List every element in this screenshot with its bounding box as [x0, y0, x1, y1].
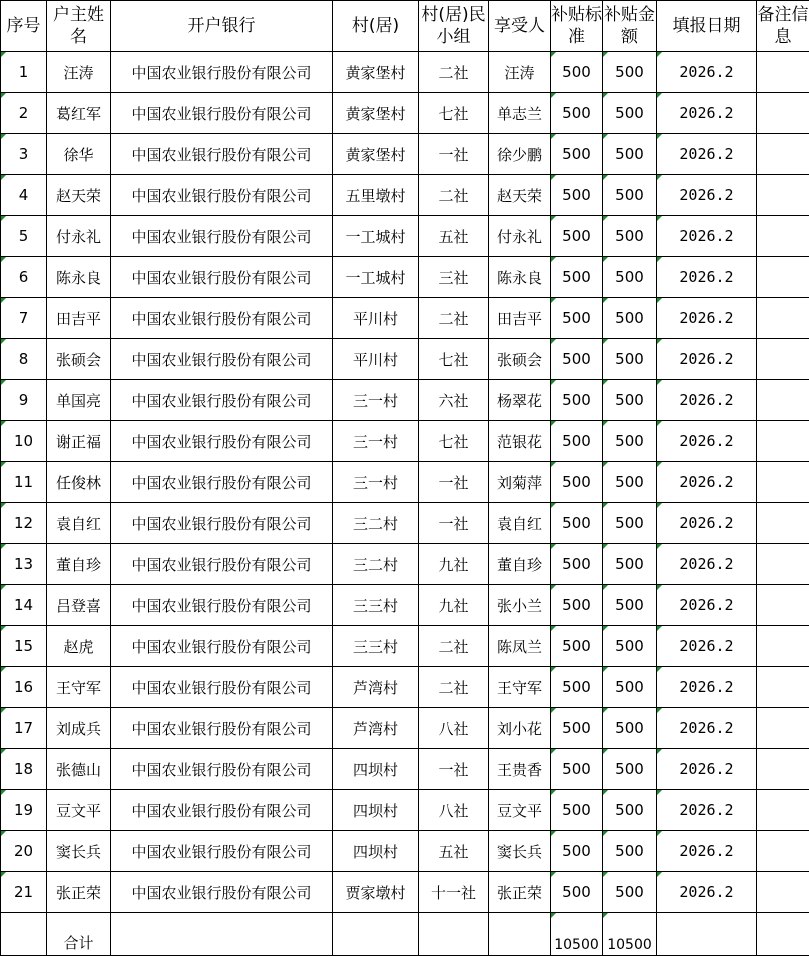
household-name-cell: 单国亮: [47, 380, 111, 421]
standard-cell: 500: [551, 544, 603, 585]
group-cell: 六社: [419, 380, 489, 421]
bank-cell: 中国农业银行股份有限公司: [111, 626, 333, 667]
group-cell: 一社: [419, 503, 489, 544]
standard-cell: 500: [551, 175, 603, 216]
group-cell: 九社: [419, 585, 489, 626]
table-row: [1, 544, 809, 585]
seq-cell: 7: [1, 298, 47, 339]
remark-cell: [757, 93, 809, 134]
total-date-cell: [657, 913, 757, 956]
total-remark-cell: [757, 913, 809, 956]
household-name-cell: 张正荣: [47, 872, 111, 913]
bank-cell: 中国农业银行股份有限公司: [111, 749, 333, 790]
remark-cell: [757, 872, 809, 913]
standard-cell: 500: [551, 380, 603, 421]
amount-cell: 500: [603, 872, 657, 913]
village-cell: 三二村: [333, 503, 419, 544]
beneficiary-cell: 陈凤兰: [489, 626, 551, 667]
group-cell: 二社: [419, 298, 489, 339]
household-name-cell: 赵虎: [47, 626, 111, 667]
header-seq: 序号: [1, 1, 47, 52]
seq-cell: 2: [1, 93, 47, 134]
village-cell: 四坝村: [333, 749, 419, 790]
household-name-cell: 任俊林: [47, 462, 111, 503]
amount-cell: 500: [603, 749, 657, 790]
bank-cell: 中国农业银行股份有限公司: [111, 790, 333, 831]
group-cell: 八社: [419, 708, 489, 749]
amount-cell: 500: [603, 216, 657, 257]
beneficiary-cell: 刘菊萍: [489, 462, 551, 503]
group-cell: 三社: [419, 257, 489, 298]
table-row: [1, 175, 809, 216]
table-row: [1, 421, 809, 462]
household-name-cell: 豆文平: [47, 790, 111, 831]
bank-cell: 中国农业银行股份有限公司: [111, 585, 333, 626]
standard-cell: 500: [551, 667, 603, 708]
bank-cell: 中国农业银行股份有限公司: [111, 544, 333, 585]
date-cell: 2026.2: [657, 380, 757, 421]
household-name-cell: 窦长兵: [47, 831, 111, 872]
household-name-cell: 刘成兵: [47, 708, 111, 749]
household-name-cell: 葛红军: [47, 93, 111, 134]
date-cell: 2026.2: [657, 831, 757, 872]
amount-cell: 500: [603, 52, 657, 93]
date-cell: 2026.2: [657, 503, 757, 544]
bank-cell: 中国农业银行股份有限公司: [111, 831, 333, 872]
household-name-cell: 吕登喜: [47, 585, 111, 626]
household-name-cell: 董自珍: [47, 544, 111, 585]
group-cell: 九社: [419, 544, 489, 585]
date-cell: 2026.2: [657, 667, 757, 708]
remark-cell: [757, 134, 809, 175]
remark-cell: [757, 790, 809, 831]
household-name-cell: 徐华: [47, 134, 111, 175]
seq-cell: 12: [1, 503, 47, 544]
seq-cell: 9: [1, 380, 47, 421]
seq-cell: 16: [1, 667, 47, 708]
date-cell: 2026.2: [657, 52, 757, 93]
village-cell: 三二村: [333, 544, 419, 585]
amount-cell: 500: [603, 667, 657, 708]
date-cell: 2026.2: [657, 175, 757, 216]
remark-cell: [757, 339, 809, 380]
seq-cell: 5: [1, 216, 47, 257]
header-name: 户主姓名: [47, 1, 111, 52]
remark-cell: [757, 749, 809, 790]
village-cell: 一工城村: [333, 257, 419, 298]
header-remark: 备注信息: [757, 1, 809, 52]
remark-cell: [757, 216, 809, 257]
amount-cell: 500: [603, 175, 657, 216]
standard-cell: 500: [551, 626, 603, 667]
beneficiary-cell: 豆文平: [489, 790, 551, 831]
remark-cell: [757, 380, 809, 421]
date-cell: 2026.2: [657, 257, 757, 298]
table-row: [1, 626, 809, 667]
total-group-cell: [419, 913, 489, 956]
village-cell: 黄家堡村: [333, 52, 419, 93]
village-cell: 黄家堡村: [333, 93, 419, 134]
amount-cell: 500: [603, 421, 657, 462]
household-name-cell: 陈永良: [47, 257, 111, 298]
amount-cell: 500: [603, 339, 657, 380]
header-village: 村(居): [333, 1, 419, 52]
seq-cell: 6: [1, 257, 47, 298]
amount-cell: 500: [603, 380, 657, 421]
total-row: [1, 913, 809, 956]
group-cell: 一社: [419, 749, 489, 790]
seq-cell: 17: [1, 708, 47, 749]
remark-cell: [757, 421, 809, 462]
group-cell: 一社: [419, 134, 489, 175]
table-row: [1, 52, 809, 93]
seq-cell: 21: [1, 872, 47, 913]
seq-cell: 19: [1, 790, 47, 831]
total-seq-cell: [1, 913, 47, 956]
amount-cell: 500: [603, 708, 657, 749]
header-date: 填报日期: [657, 1, 757, 52]
village-cell: 四坝村: [333, 831, 419, 872]
amount-cell: 500: [603, 462, 657, 503]
table-row: [1, 380, 809, 421]
household-name-cell: 张硕会: [47, 339, 111, 380]
amount-cell: 500: [603, 626, 657, 667]
date-cell: 2026.2: [657, 544, 757, 585]
household-name-cell: 田吉平: [47, 298, 111, 339]
village-cell: 三一村: [333, 380, 419, 421]
standard-cell: 500: [551, 749, 603, 790]
amount-cell: 500: [603, 790, 657, 831]
amount-cell: 500: [603, 544, 657, 585]
table-row: [1, 790, 809, 831]
beneficiary-cell: 徐少鹏: [489, 134, 551, 175]
table-row: [1, 257, 809, 298]
household-name-cell: 付永礼: [47, 216, 111, 257]
standard-cell: 500: [551, 52, 603, 93]
header-group: 村(居)民小组: [419, 1, 489, 52]
beneficiary-cell: 付永礼: [489, 216, 551, 257]
standard-cell: 500: [551, 585, 603, 626]
amount-cell: 500: [603, 298, 657, 339]
header-row: [1, 1, 809, 52]
seq-cell: 11: [1, 462, 47, 503]
village-cell: 四坝村: [333, 790, 419, 831]
seq-cell: 14: [1, 585, 47, 626]
household-name-cell: 谢正福: [47, 421, 111, 462]
beneficiary-cell: 张硕会: [489, 339, 551, 380]
date-cell: 2026.2: [657, 626, 757, 667]
remark-cell: [757, 831, 809, 872]
amount-cell: 500: [603, 257, 657, 298]
beneficiary-cell: 赵天荣: [489, 175, 551, 216]
bank-cell: 中国农业银行股份有限公司: [111, 52, 333, 93]
bank-cell: 中国农业银行股份有限公司: [111, 380, 333, 421]
remark-cell: [757, 667, 809, 708]
beneficiary-cell: 陈永良: [489, 257, 551, 298]
village-cell: 贾家墩村: [333, 872, 419, 913]
village-cell: 一工城村: [333, 216, 419, 257]
remark-cell: [757, 462, 809, 503]
date-cell: 2026.2: [657, 790, 757, 831]
village-cell: 芦湾村: [333, 667, 419, 708]
date-cell: 2026.2: [657, 421, 757, 462]
seq-cell: 4: [1, 175, 47, 216]
table-row: [1, 667, 809, 708]
bank-cell: 中国农业银行股份有限公司: [111, 257, 333, 298]
standard-cell: 500: [551, 134, 603, 175]
standard-cell: 500: [551, 339, 603, 380]
table-row: [1, 585, 809, 626]
total-village-cell: [333, 913, 419, 956]
beneficiary-cell: 田吉平: [489, 298, 551, 339]
remark-cell: [757, 257, 809, 298]
table-row: [1, 216, 809, 257]
standard-cell: 500: [551, 216, 603, 257]
remark-cell: [757, 52, 809, 93]
seq-cell: 8: [1, 339, 47, 380]
remark-cell: [757, 175, 809, 216]
group-cell: 二社: [419, 52, 489, 93]
standard-cell: 500: [551, 298, 603, 339]
amount-cell: 500: [603, 831, 657, 872]
standard-cell: 500: [551, 462, 603, 503]
group-cell: 二社: [419, 667, 489, 708]
table-row: [1, 872, 809, 913]
table-row: [1, 134, 809, 175]
seq-cell: 15: [1, 626, 47, 667]
date-cell: 2026.2: [657, 339, 757, 380]
amount-cell: 500: [603, 93, 657, 134]
total-beneficiary-cell: [489, 913, 551, 956]
standard-cell: 500: [551, 708, 603, 749]
standard-cell: 500: [551, 790, 603, 831]
table-row: [1, 831, 809, 872]
table-row: [1, 749, 809, 790]
date-cell: 2026.2: [657, 134, 757, 175]
amount-cell: 500: [603, 134, 657, 175]
header-bank: 开户银行: [111, 1, 333, 52]
date-cell: 2026.2: [657, 708, 757, 749]
bank-cell: 中国农业银行股份有限公司: [111, 339, 333, 380]
header-beneficiary: 享受人: [489, 1, 551, 52]
beneficiary-cell: 范银花: [489, 421, 551, 462]
group-cell: 五社: [419, 216, 489, 257]
table-row: [1, 93, 809, 134]
group-cell: 八社: [419, 790, 489, 831]
bank-cell: 中国农业银行股份有限公司: [111, 298, 333, 339]
standard-cell: 500: [551, 831, 603, 872]
remark-cell: [757, 626, 809, 667]
header-standard: 补贴标准: [551, 1, 603, 52]
total-amount: 10500: [603, 913, 657, 956]
amount-cell: 500: [603, 503, 657, 544]
standard-cell: 500: [551, 872, 603, 913]
date-cell: 2026.2: [657, 93, 757, 134]
group-cell: 七社: [419, 421, 489, 462]
total-label: 合计: [47, 913, 111, 956]
table-row: [1, 339, 809, 380]
beneficiary-cell: 王守军: [489, 667, 551, 708]
bank-cell: 中国农业银行股份有限公司: [111, 134, 333, 175]
remark-cell: [757, 503, 809, 544]
household-name-cell: 王守军: [47, 667, 111, 708]
seq-cell: 13: [1, 544, 47, 585]
remark-cell: [757, 708, 809, 749]
standard-cell: 500: [551, 503, 603, 544]
village-cell: 黄家堡村: [333, 134, 419, 175]
standard-cell: 500: [551, 421, 603, 462]
village-cell: 三一村: [333, 462, 419, 503]
beneficiary-cell: 刘小花: [489, 708, 551, 749]
seq-cell: 10: [1, 421, 47, 462]
date-cell: 2026.2: [657, 585, 757, 626]
beneficiary-cell: 董自珍: [489, 544, 551, 585]
group-cell: 五社: [419, 831, 489, 872]
group-cell: 七社: [419, 339, 489, 380]
remark-cell: [757, 298, 809, 339]
standard-cell: 500: [551, 93, 603, 134]
table-row: [1, 503, 809, 544]
date-cell: 2026.2: [657, 298, 757, 339]
bank-cell: 中国农业银行股份有限公司: [111, 708, 333, 749]
beneficiary-cell: 王贵香: [489, 749, 551, 790]
bank-cell: 中国农业银行股份有限公司: [111, 462, 333, 503]
seq-cell: 20: [1, 831, 47, 872]
beneficiary-cell: 汪涛: [489, 52, 551, 93]
group-cell: 二社: [419, 175, 489, 216]
beneficiary-cell: 张小兰: [489, 585, 551, 626]
beneficiary-cell: 单志兰: [489, 93, 551, 134]
date-cell: 2026.2: [657, 216, 757, 257]
bank-cell: 中国农业银行股份有限公司: [111, 421, 333, 462]
village-cell: 五里墩村: [333, 175, 419, 216]
bank-cell: 中国农业银行股份有限公司: [111, 872, 333, 913]
table-row: [1, 708, 809, 749]
bank-cell: 中国农业银行股份有限公司: [111, 503, 333, 544]
date-cell: 2026.2: [657, 462, 757, 503]
header-amount: 补贴金额: [603, 1, 657, 52]
village-cell: 三三村: [333, 626, 419, 667]
remark-cell: [757, 585, 809, 626]
seq-cell: 18: [1, 749, 47, 790]
total-standard: 10500: [551, 913, 603, 956]
household-name-cell: 张德山: [47, 749, 111, 790]
date-cell: 2026.2: [657, 749, 757, 790]
remark-cell: [757, 544, 809, 585]
group-cell: 十一社: [419, 872, 489, 913]
household-name-cell: 汪涛: [47, 52, 111, 93]
village-cell: 三一村: [333, 421, 419, 462]
bank-cell: 中国农业银行股份有限公司: [111, 175, 333, 216]
table-row: [1, 462, 809, 503]
beneficiary-cell: 张正荣: [489, 872, 551, 913]
beneficiary-cell: 杨翠花: [489, 380, 551, 421]
group-cell: 二社: [419, 626, 489, 667]
village-cell: 平川村: [333, 339, 419, 380]
seq-cell: 1: [1, 52, 47, 93]
village-cell: 芦湾村: [333, 708, 419, 749]
group-cell: 一社: [419, 462, 489, 503]
beneficiary-cell: 窦长兵: [489, 831, 551, 872]
household-name-cell: 赵天荣: [47, 175, 111, 216]
beneficiary-cell: 袁自红: [489, 503, 551, 544]
table-row: [1, 298, 809, 339]
total-bank-cell: [111, 913, 333, 956]
bank-cell: 中国农业银行股份有限公司: [111, 93, 333, 134]
seq-cell: 3: [1, 134, 47, 175]
amount-cell: 500: [603, 585, 657, 626]
date-cell: 2026.2: [657, 872, 757, 913]
village-cell: 平川村: [333, 298, 419, 339]
group-cell: 七社: [419, 93, 489, 134]
standard-cell: 500: [551, 257, 603, 298]
bank-cell: 中国农业银行股份有限公司: [111, 667, 333, 708]
bank-cell: 中国农业银行股份有限公司: [111, 216, 333, 257]
village-cell: 三三村: [333, 585, 419, 626]
household-name-cell: 袁自红: [47, 503, 111, 544]
